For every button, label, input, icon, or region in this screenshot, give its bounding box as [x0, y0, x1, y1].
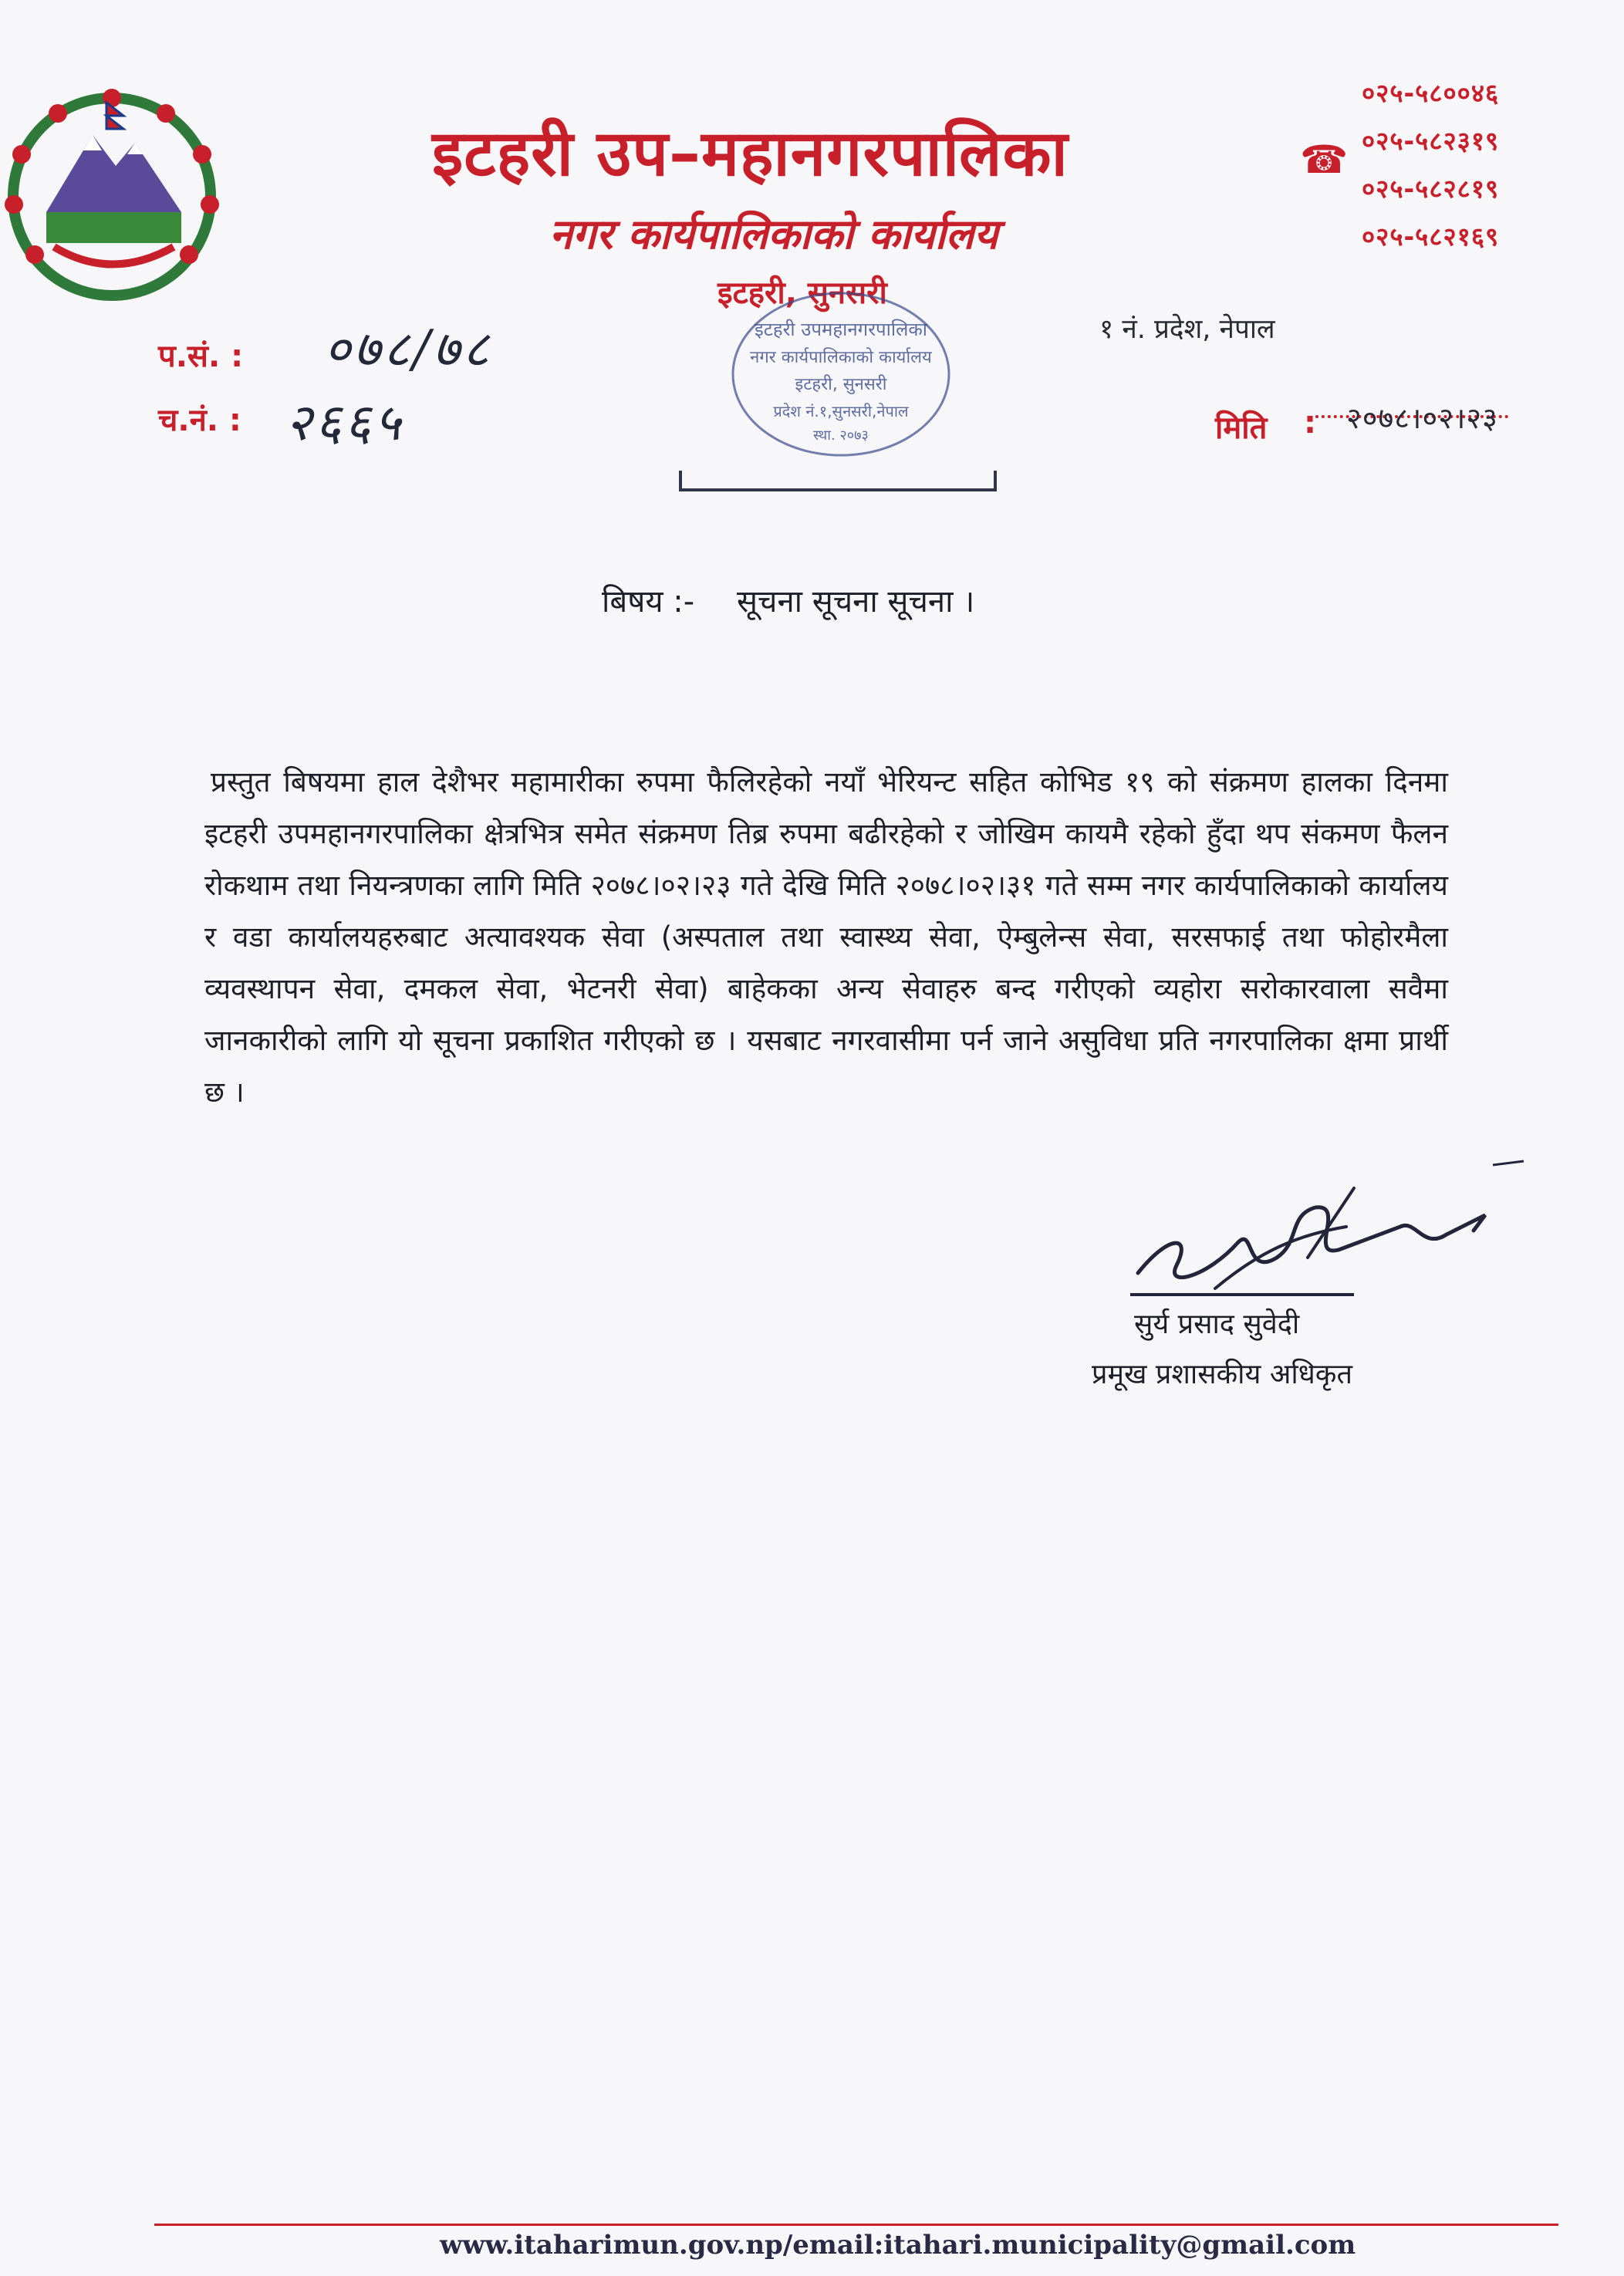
office-subtitle: नगर कार्यपालिकाको कार्यालय	[549, 210, 998, 258]
date-value: २०७८।०२।२३	[1346, 401, 1498, 435]
province-address: १ नं. प्रदेश, नेपाल	[1099, 314, 1275, 345]
phone-number: ०२५-५८२८१९	[1362, 174, 1500, 204]
signatory-name: सुर्य प्रसाद सुवेदी	[1134, 1309, 1300, 1340]
footer-contact: www.itaharimun.gov.np/email:itahari.municipality@gmail.com	[440, 2230, 1356, 2261]
office-place: इटहरी, सुनसरी	[717, 275, 887, 311]
stamp-line: नगर कार्यपालिकाको कार्यालय	[750, 348, 932, 367]
office-name: इटहरी उप–महानगरपालिका	[432, 117, 1069, 191]
ps-value: ०७८/७८	[324, 319, 492, 379]
subject-label: बिषय :-	[602, 584, 695, 620]
stamp-line: इटहरी उपमहानगरपालिका	[754, 319, 928, 340]
stamp-line: स्था. २०७३	[813, 427, 869, 444]
phone-number: ०२५-५८२१६९	[1362, 221, 1500, 252]
nepal-emblem-icon	[0, 81, 224, 312]
date-colon: :	[1304, 405, 1316, 441]
phone-number: ०२५-५८००४६	[1362, 78, 1500, 108]
footer-divider	[154, 2224, 1558, 2226]
stamp-line: इटहरी, सुनसरी	[795, 375, 887, 394]
ps-label: प.सं. :	[158, 339, 244, 374]
phone-list	[1362, 69, 1499, 261]
date-label: मिति	[1215, 410, 1268, 446]
pn-value: २६६५	[285, 393, 404, 452]
pn-label: च.नं. :	[158, 403, 241, 438]
notice-body: प्रस्तुत बिषयमा हाल देशैभर महामारीका रुपमा फैलिरहेको नयाँ भेरियन्ट सहित कोभिड १९ को संक्रमण हालका दिनमा इटहरी उपमहानगरपालिका क्षेत्रभित्र समेत संक्रमण तिब्र रुपमा बढीरहेको र जोखिम कायमै रहेको हुँदा थप संकमण फैलन रोकथाम तथा नियन्त्रणका लागि मिति २०७८।०२।२३ गते देखि मिति २०७८।०२।३१ गते सम्म नगर कार्यपालिकाको कार्यालय र वडा कार्यालयहरुबाट अत्यावश्यक सेवा (अस्पताल तथा स्वास्थ्य सेवा, ऐम्बुलेन्स सेवा, सरसफाई तथा फोहोरमैला व्यवस्थापन सेवा, दमकल सेवा, भेटनरी सेवा) बाहेकका अन्य सेवाहरु बन्द गरीएको व्यहोरा सरोकारवाला सवैमा जानकारीको लागि यो सूचना प्रकाशित गरीएको छ । यसबाट नगरवासीमा पर्न जाने असुविधा प्रति नगरपालिका क्षमा प्रार्थी छ ।	[204, 765, 1448, 1109]
signatory-title: प्रमूख प्रशासकीय अधिकृत	[1092, 1359, 1352, 1390]
stamp-line: प्रदेश नं.१,सुनसरी,नेपाल	[773, 402, 909, 420]
telephone-icon: ☎	[1300, 137, 1349, 182]
official-stamp	[671, 266, 1011, 498]
subject-value: सूचना सूचना सूचना ।	[737, 584, 975, 620]
phone-number: ०२५-५८२३१९	[1362, 126, 1500, 156]
